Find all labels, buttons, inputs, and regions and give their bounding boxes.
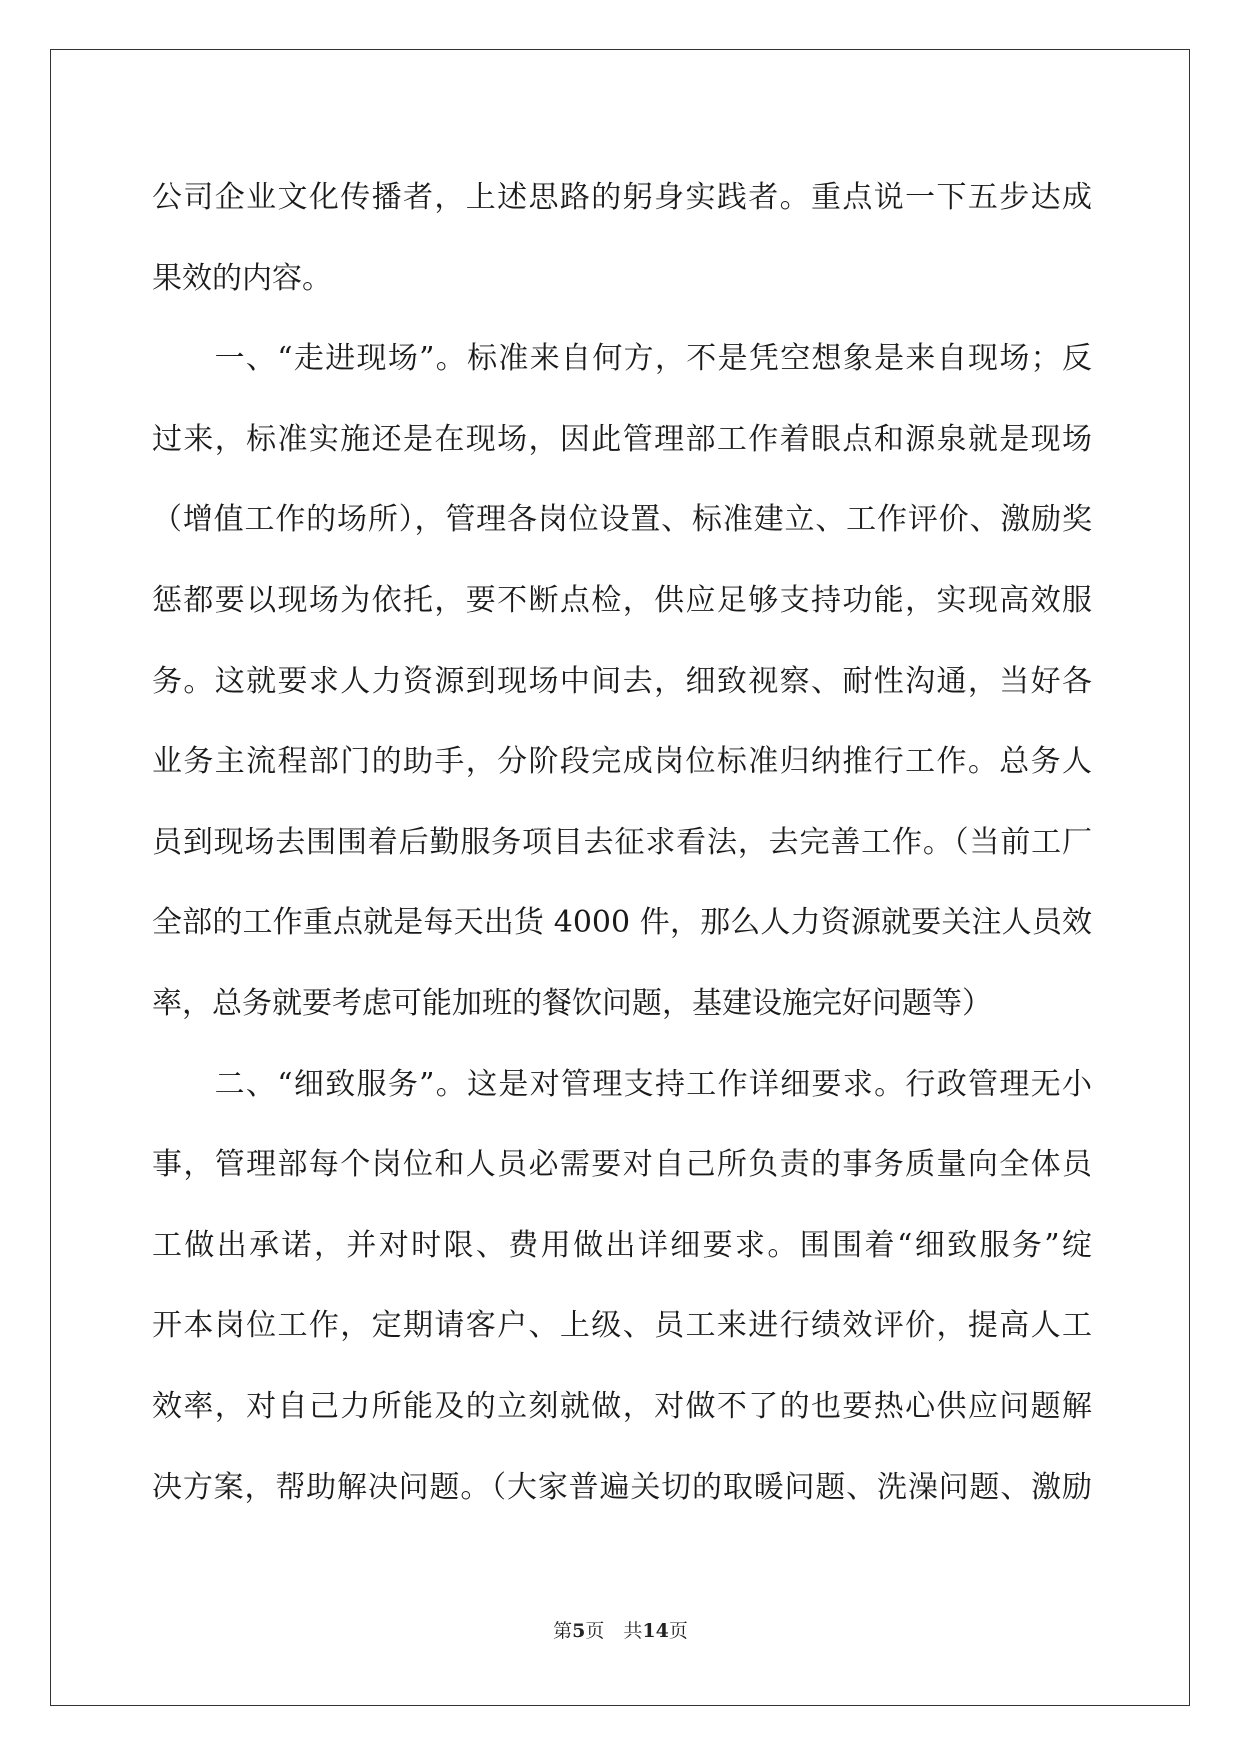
text-line: 决方案，帮助解决问题。（大家普遍关切的取暖问题、洗澡问题、激励 — [152, 1469, 1092, 1505]
footer-suffix: 页 — [668, 1620, 688, 1642]
text-line: 事，管理部每个岗位和人员必需要对自己所负责的事务质量向全体员 — [152, 1147, 1092, 1183]
text-line: 员到现场去围围着后勤服务项目去征求看法，去完善工作。（当前工厂 — [152, 824, 1092, 860]
text-line: 业务主流程部门的助手，分阶段完成岗位标准归纳推行工作。总务人 — [152, 744, 1092, 780]
text-line: 全部的工作重点就是每天出货 4000 件，那么人力资源就要关注人员效 — [152, 905, 1092, 941]
text-line: 效率，对自己力所能及的立刻就做，对做不了的也要热心供应问题解 — [152, 1388, 1092, 1424]
text-line: 公司企业文化传播者，上述思路的躬身实践者。重点说一下五步达成 — [152, 180, 1092, 215]
current-page-number: 5 — [572, 1620, 586, 1642]
text-line: 过来，标准实施还是在现场，因此管理部工作着眼点和源泉就是现场 — [152, 421, 1092, 457]
document-body — [152, 158, 1092, 1528]
text-line: 一、“走进现场”。标准来自何方，不是凭空想象是来自现场；反 — [152, 341, 1092, 377]
text-line: 务。这就要求人力资源到现场中间去，细致视察、耐性沟通，当好各 — [152, 663, 1092, 699]
text-line: （增值工作的场所），管理各岗位设置、标准建立、工作评价、激励奖 — [152, 502, 1092, 538]
footer-middle: 页 共 — [585, 1620, 643, 1642]
text-line: 工做出承诺，并对时限、费用做出详细要求。围围着“细致服务”绽 — [152, 1227, 1092, 1263]
text-line: 二、“细致服务”。这是对管理支持工作详细要求。行政管理无小 — [152, 1066, 1092, 1102]
text-line: 惩都要以现场为依托，要不断点检，供应足够支持功能，实现高效服 — [152, 582, 1092, 618]
total-pages-number: 14 — [642, 1620, 669, 1642]
text-line: 果效的内容。 — [152, 260, 332, 296]
footer-prefix: 第 — [553, 1620, 573, 1642]
text-line: 开本岗位工作，定期请客户、上级、员工来进行绩效评价，提高人工 — [152, 1308, 1092, 1344]
text-line: 率，总务就要考虑可能加班的餐饮问题，基建设施完好问题等） — [152, 985, 992, 1021]
page-footer — [0, 1616, 1241, 1643]
